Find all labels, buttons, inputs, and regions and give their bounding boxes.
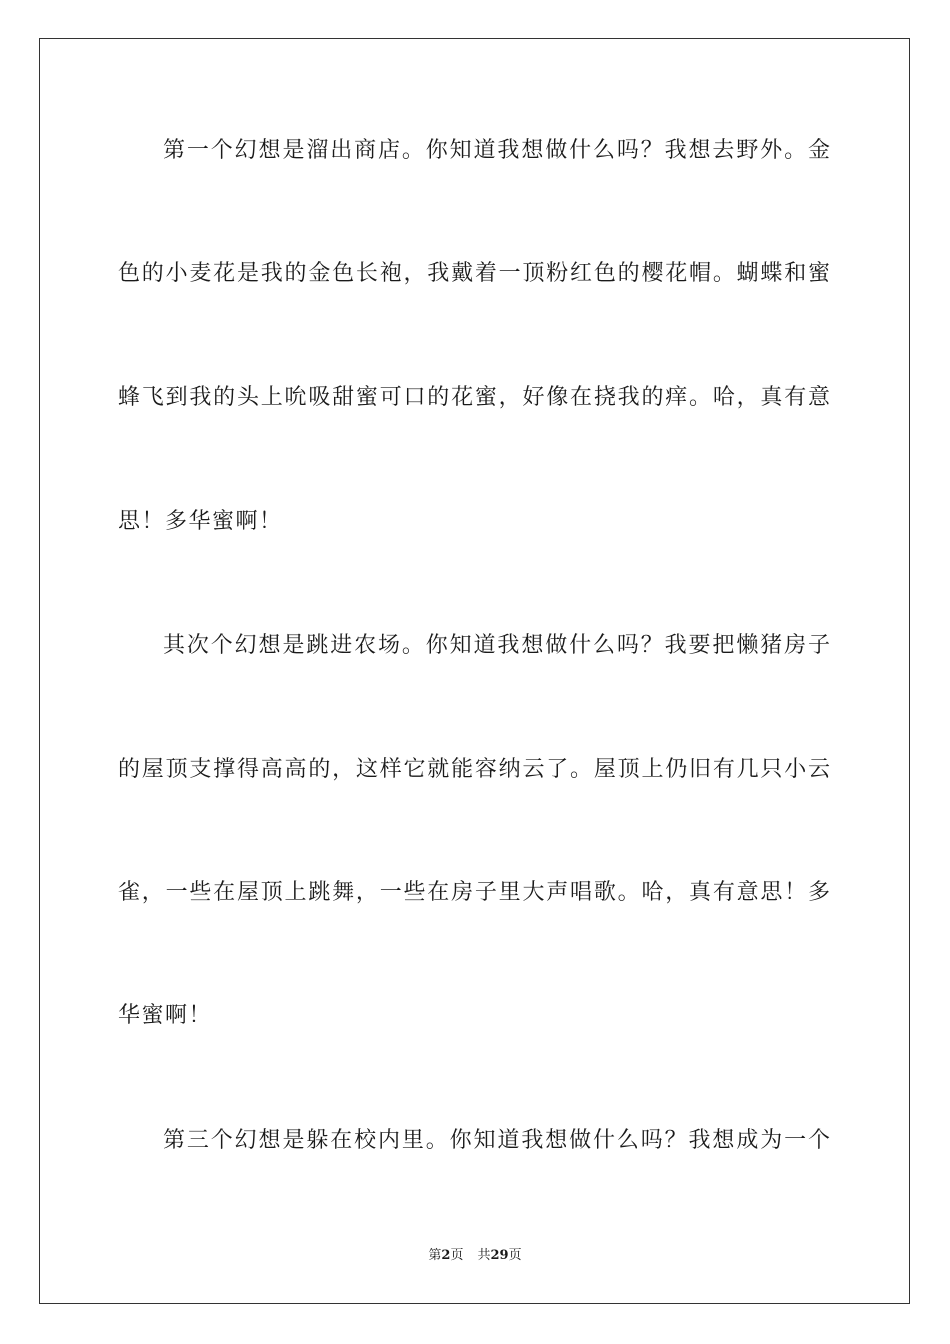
- footer-total-prefix: 共: [477, 1248, 491, 1263]
- paragraph-1-line-2: 色的小麦花是我的金色长袍，我戴着一顶粉红色的樱花帽。蝴蝶和蜜: [118, 261, 830, 286]
- footer-page-suffix: 页: [450, 1248, 464, 1263]
- footer-page-prefix: 第: [428, 1248, 442, 1263]
- footer-total-pages: 29: [490, 1248, 509, 1263]
- footer-page-number: 2: [441, 1248, 451, 1263]
- paragraph-1-line-4: 思！多华蜜啊！: [118, 509, 283, 534]
- page-footer: [0, 1247, 950, 1265]
- paragraph-1-line-3: 蜂飞到我的头上吮吸甜蜜可口的花蜜，好像在挠我的痒。哈，真有意: [118, 385, 830, 410]
- paragraph-2-line-2: 的屋顶支撑得高高的，这样它就能容纳云了。屋顶上仍旧有几只小云: [118, 757, 830, 782]
- paragraph-1-line-1: 第一个幻想是溜出商店。你知道我想做什么吗？我想去野外。金: [163, 138, 830, 163]
- paragraph-2-line-1: 其次个幻想是跳进农场。你知道我想做什么吗？我要把懒猪房子: [163, 633, 830, 658]
- paragraph-2-line-3: 雀，一些在屋顶上跳舞，一些在房子里大声唱歌。哈，真有意思！多: [118, 880, 830, 905]
- paragraph-2-line-4: 华蜜啊！: [118, 1003, 213, 1028]
- footer-total-suffix: 页: [508, 1248, 522, 1263]
- paragraph-3-line-1: 第三个幻想是躲在校内里。你知道我想做什么吗？我想成为一个: [163, 1128, 830, 1153]
- page-frame: [39, 38, 910, 1304]
